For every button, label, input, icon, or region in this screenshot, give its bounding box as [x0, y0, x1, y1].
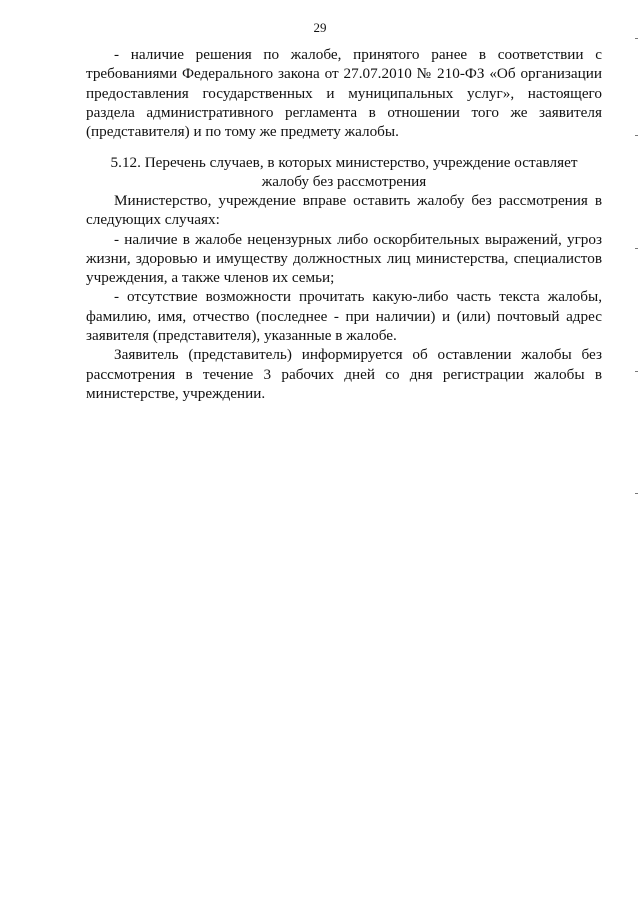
section-heading: [86, 153, 602, 192]
scan-edge-mark: [635, 135, 638, 136]
paragraph-obscene-language: - наличие в жалобе нецензурных либо оскорбительных выражений, угроз жизни, здоровью и имуществу должностных лиц министерства, специалистов учреждения, а также членов их семьи;: [86, 230, 602, 287]
paragraph-applicant-notice: Заявитель (представитель) информируется об оставлении жалобы без рассмотрения в течение 3 рабочих дней со дня регистрации жалобы в министерстве, учреждении.: [86, 346, 602, 402]
section-body: [86, 191, 602, 403]
scan-edge-mark: [635, 371, 638, 372]
paragraph-previous-decision: - наличие решения по жалобе, принятого ранее в соответствии с требованиями Федерального закона от 27.07.2010 № 210-ФЗ «Об организации предоставления государственных и муниципальных услуг», настоящего раздела административного регламента в отношении того же заявителя (представителя) и по тому же предмету жалобы.: [86, 46, 602, 141]
top-text-block: [86, 45, 602, 141]
paragraph-unreadable-text: - отсутствие возможности прочитать какую-либо часть текста жалобы, фамилию, имя, отчество (последнее - при наличии) и (или) почтовый адрес заявителя (представителя), указанные в жалобе.: [86, 288, 602, 345]
section-heading-line-2: жалобу без рассмотрения: [261, 173, 427, 191]
scan-edge-mark: [635, 493, 638, 494]
scan-edge-mark: [635, 248, 638, 249]
scan-edge-mark: [635, 38, 638, 39]
page-number: 29: [313, 20, 327, 35]
paragraph-intro: Министерство, учреждение вправе оставить жалобу без рассмотрения в следующих случаях:: [86, 192, 602, 229]
section-heading-line-1: 5.12. Перечень случаев, в которых министерство, учреждение оставляет: [110, 154, 578, 171]
